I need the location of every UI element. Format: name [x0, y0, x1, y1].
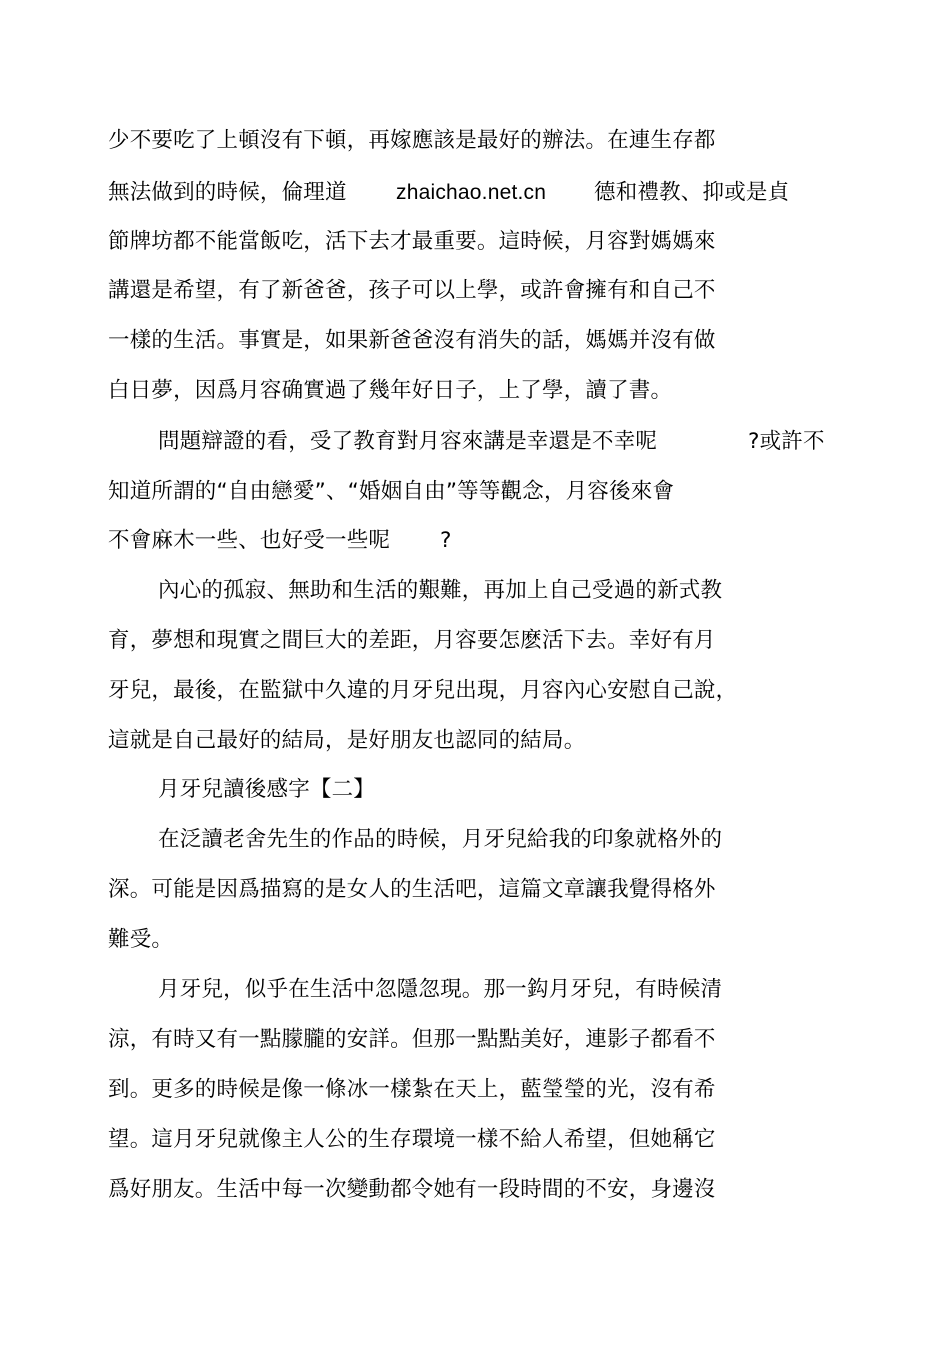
- text-segment: 問題辯證的看，受了教育對月容來講是幸還是不幸呢: [158, 429, 658, 454]
- paragraph-start-line: [158, 429, 838, 455]
- text-line: 這就是自己最好的結局，是好朋友也認同的結局。: [108, 728, 586, 753]
- text-line: 少不要吃了上頓沒有下頓，再嫁應該是最好的辦法。在連生存都: [108, 128, 716, 153]
- text-line: 節牌坊都不能當飯吃，活下去才最重要。這時候，月容對媽媽來: [108, 229, 716, 254]
- text-line: 知道所謂的“自由戀愛”、“婚姻自由”等等觀念，月容後來會: [108, 479, 675, 504]
- text-line: 到。更多的時候是像一條冰一樣紮在天上，藍瑩瑩的光，沒有希: [108, 1077, 716, 1102]
- text-line: 講還是希望，有了新爸爸，孩子可以上學，或許會擁有和自己不: [108, 278, 716, 303]
- paragraph-start-line: 內心的孤寂、無助和生活的艱難，再加上自己受過的新式教: [158, 578, 723, 603]
- text-line: 育，夢想和現實之間巨大的差距，月容要怎麽活下去。幸好有月: [108, 628, 716, 653]
- paragraph-start-line: 在泛讀老舍先生的作品的時候，月牙兒給我的印象就格外的: [158, 827, 723, 852]
- text-line: 深。可能是因爲描寫的是女人的生活吧，這篇文章讓我覺得格外: [108, 877, 716, 902]
- text-segment: 不會麻木一些、也好受一些呢: [108, 528, 391, 553]
- watermark-url: zhaichao.net.cn: [396, 181, 547, 204]
- paragraph-start-line: 月牙兒，似乎在生活中忽隱忽現。那一鈎月牙兒，有時候清: [158, 977, 723, 1002]
- text-line: 牙兒，最後，在監獄中久違的月牙兒出現，月容內心安慰自己說，: [108, 678, 738, 703]
- text-line: 涼，有時又有一點朦朧的安詳。但那一點點美好，連影子都看不: [108, 1027, 716, 1052]
- text-segment: ?或許不: [748, 429, 825, 454]
- text-segment: 無法做到的時候，倫理道: [108, 180, 347, 205]
- text-line: 難受。: [108, 927, 174, 952]
- text-line: 望。這月牙兒就像主人公的生存環境一樣不給人希望，但她稱它: [108, 1127, 716, 1152]
- text-line: [108, 528, 508, 554]
- text-line: [108, 180, 808, 206]
- text-line: 一樣的生活。事實是，如果新爸爸沒有消失的話，媽媽并沒有做: [108, 328, 716, 353]
- text-line: 白日夢，因爲月容确實過了幾年好日子，上了學，讀了書。: [108, 378, 673, 403]
- section-heading: 月牙兒讀後感字【二】: [158, 777, 376, 802]
- text-line: 爲好朋友。生活中每一次變動都令她有一段時間的不安，身邊沒: [108, 1177, 716, 1202]
- text-segment: 德和禮教、抑或是貞: [594, 180, 790, 205]
- text-segment: ?: [440, 528, 452, 553]
